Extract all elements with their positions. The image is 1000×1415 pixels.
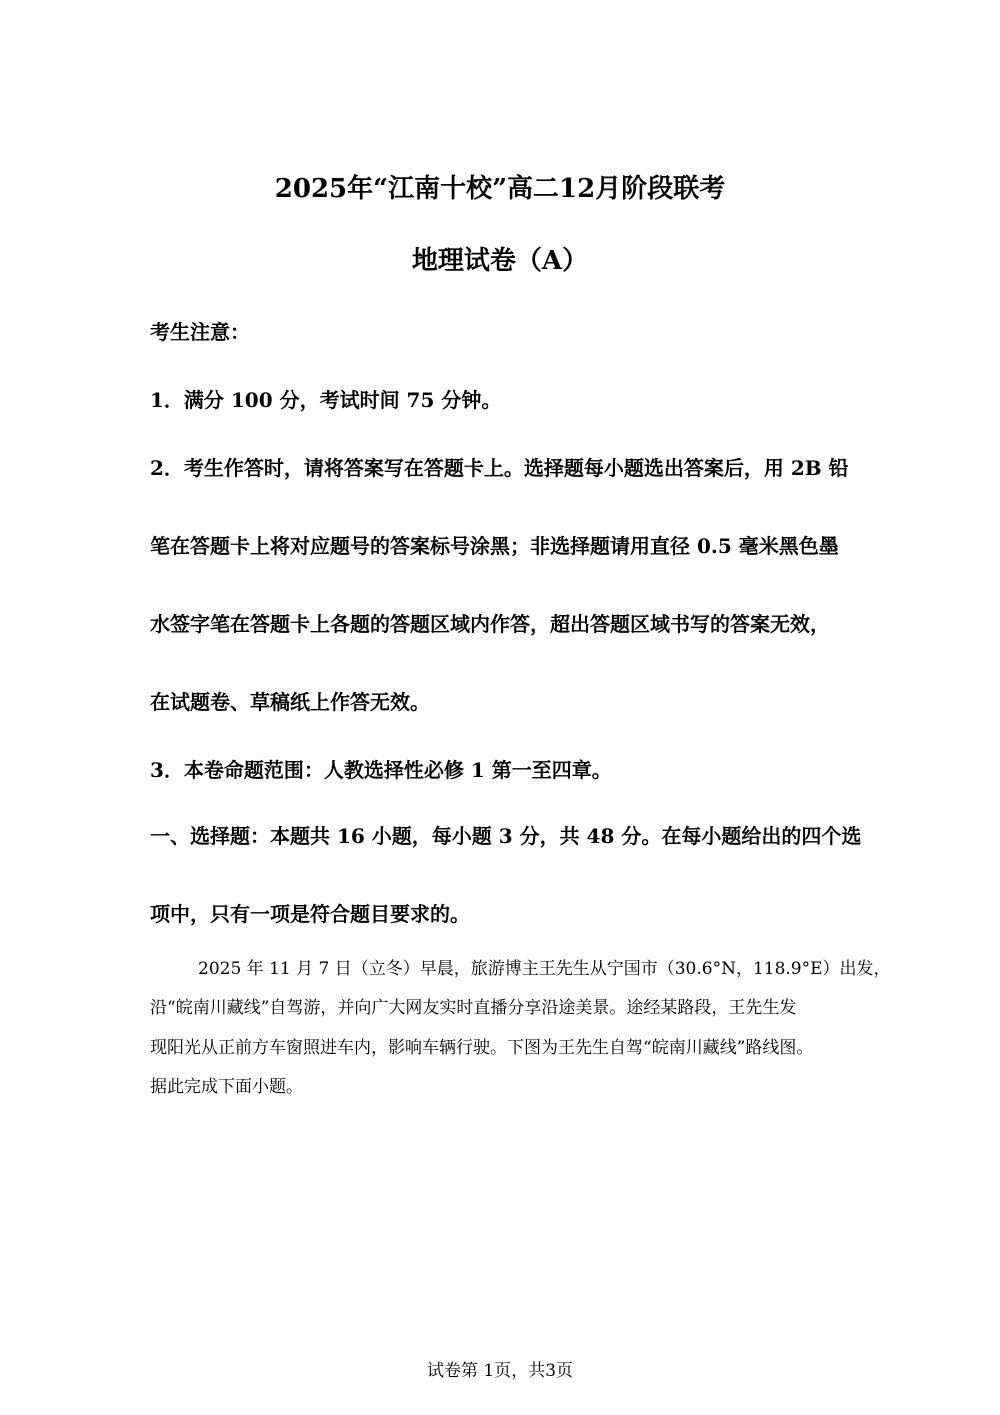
passage-line-4: 据此完成下面小题。 <box>150 1077 303 1097</box>
notice-line-1: 1．满分 100 分，考试时间 75 分钟。 <box>150 388 502 412</box>
exam-subtitle: 地理试卷（A） <box>411 246 589 276</box>
notice-line-6: 3．本卷命题范围：人教选择性必修 1 第一至四章。 <box>150 758 612 782</box>
page-footer: 试卷第 1页，共3页 <box>426 1361 574 1381</box>
notice-line-2: 2．考生作答时，请将答案写在答题卡上。选择题每小题选出答案后，用 2B 铅 <box>150 456 849 480</box>
notice-line-5: 在试题卷、草稿纸上作答无效。 <box>150 690 430 714</box>
section-heading-line-2: 项中，只有一项是符合题目要求的。 <box>150 902 470 926</box>
notice-heading: 考生注意： <box>150 320 250 344</box>
notice-line-3: 笔在答题卡上将对应题号的答案标号涂黑；非选择题请用直径 0.5 毫米黑色墨 <box>150 534 839 558</box>
passage-line-3: 现阳光从正前方车窗照进车内，影响车辆行驶。下图为王先生自驾“皖南川藏线”路线图。 <box>150 1038 814 1058</box>
passage-line-2: 沿“皖南川藏线”自驾游，并向广大网友实时直播分享沿途美景。途经某路段，王先生发 <box>150 998 797 1018</box>
passage-line-1: 2025 年 11 月 7 日（立冬）早晨，旅游博主王先生从宁国市（30.6°N，118.9°E）出发， <box>198 959 891 979</box>
section-heading-line-1: 一、选择题：本题共 16 小题，每小题 3 分，共 48 分。在每小题给出的四个选 <box>150 824 862 848</box>
notice-line-4: 水签字笔在答题卡上各题的答题区域内作答，超出答题区域书写的答案无效， <box>150 612 830 636</box>
exam-title: 2025年“江南十校”高二12月阶段联考 <box>274 174 726 204</box>
